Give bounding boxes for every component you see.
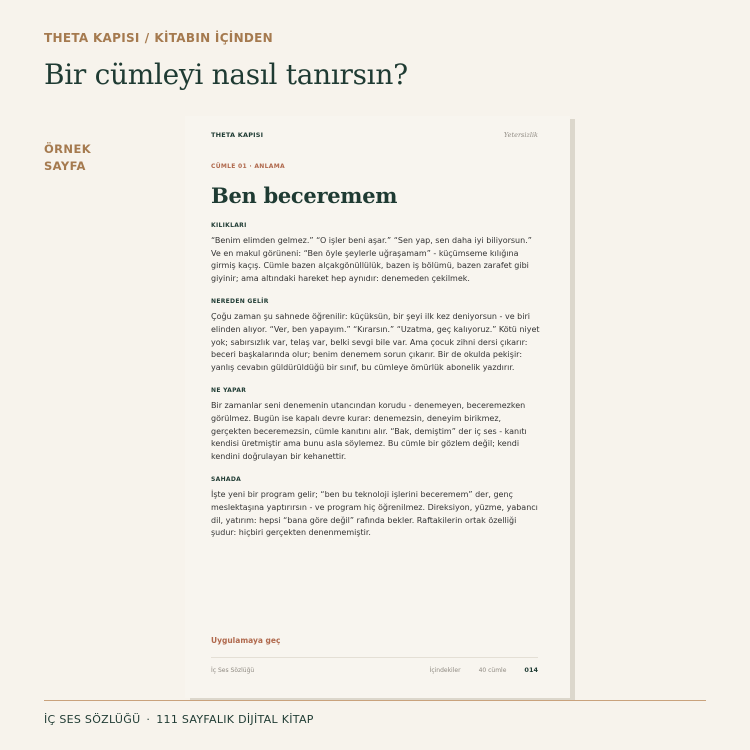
section-origin <box>211 298 541 374</box>
entry-kicker: CÜMLE 01 · ANLAMA <box>211 163 285 170</box>
page-header <box>211 131 538 139</box>
entry-title: Ben beceremem <box>211 183 398 208</box>
section-text: Bir zamanlar seni denemenin utancından korudu - denemeyen, beceremezken görülmez. Bugün ise kapalı devre kurar: denemezsin, deneyim birikmez, gerçekten beceremezsin, cümle kanıtını alır. “Bak, demiştim” der iç ses - kanıtı kendisi üretmiştir ama bunu asla söylemez. Bu cümle bir gözlem değil; kendi kendini doğrulayan bir kehanettir. <box>211 401 527 461</box>
section-text: “Benim elimden gelmez.” “O işler beni aşar.” “Sen yap, sen daha iyi biliyorsun.” Ve en makul görüneni: “Ben öyle şeylerle uğraşamam” - küçümseme kılığına girmiş kaçış. Cümle bazen alçakgönüllülük, bazen iş bölümü, bazen zarafet gibi giyinir; ama altındaki hareket hep aynıdır: denemeden çekilmek. <box>211 236 532 283</box>
contents-link[interactable]: İçindekiler <box>429 666 461 674</box>
sample-page-label-line1: ÖRNEK <box>44 142 92 156</box>
section-title: SAHADA <box>211 476 242 484</box>
page-footer-divider <box>211 657 538 658</box>
page-footer-book: İç Ses Sözlüğü <box>211 666 255 674</box>
sample-page <box>185 116 570 698</box>
footer-divider <box>44 700 706 701</box>
section-title: KILIKLARI <box>211 222 247 229</box>
site-footer <box>44 713 314 726</box>
breadcrumb <box>44 31 273 45</box>
entry-body <box>211 222 541 553</box>
section-in-field <box>211 476 541 539</box>
sample-page-label-line2: SAYFA <box>44 159 86 173</box>
page-title: Bir cümleyi nasıl tanırsın? <box>44 58 408 91</box>
page-number: 014 <box>524 666 538 674</box>
footer-title: İÇ SES SÖZLÜĞÜ <box>44 713 141 726</box>
section-text: Çoğu zaman şu sahnede öğrenilir: küçüksün, bir şeyi ilk kez deniyorsun - ve biri elinden alıyor. “Ver, ben yapayım.” “Kırarsın.” “Uzatma, geç kalıyoruz.” Kötü niyet yok; sabırsızlık var, telaş var, belki sevgi bile var. Ama çocuk zihni dersi çıkarır: beceri başkalarında olur; benim denemem sorun çıkarır. Bir de okulda pekişir: yanlış cevabın güldürüldüğü bir sınıf, bu cümleye ömürlük abonelik yazdırır. <box>211 312 540 372</box>
section-guises <box>211 222 541 285</box>
section-text: İşte yeni bir program gelir; “ben bu teknoloji işlerini beceremem” der, genç meslektaşına yaptırırsın - ve program hiç öğrenilmez. Direksiyon, yüzme, yabancı dil, yatırım: hepsi “bana göre değil” rafında bekler. Raftakilerin ortak özelliği şudur: hiçbiri gerçekten denenmemiştir. <box>211 490 538 538</box>
section-title: NEREDEN GELİR <box>211 298 269 306</box>
sample-page-label <box>44 141 91 175</box>
section-title: NE YAPAR <box>211 387 247 395</box>
apply-link[interactable]: Uygulamaya geç <box>211 636 281 645</box>
footer-subtitle: 111 SAYFALIK DİJİTAL KİTAP <box>156 713 314 726</box>
breadcrumb-separator: / <box>144 31 150 45</box>
breadcrumb-section[interactable]: THETA KAPISI <box>44 31 140 45</box>
footer-dot: · <box>146 713 151 726</box>
entry-count: 40 cümle <box>478 666 507 674</box>
page-footer <box>211 666 538 674</box>
page-category: Yetersizlik <box>503 131 538 139</box>
section-effect <box>211 387 541 463</box>
page-brand: THETA KAPISI <box>211 131 264 139</box>
breadcrumb-page: KİTABIN İÇİNDEN <box>154 31 274 45</box>
